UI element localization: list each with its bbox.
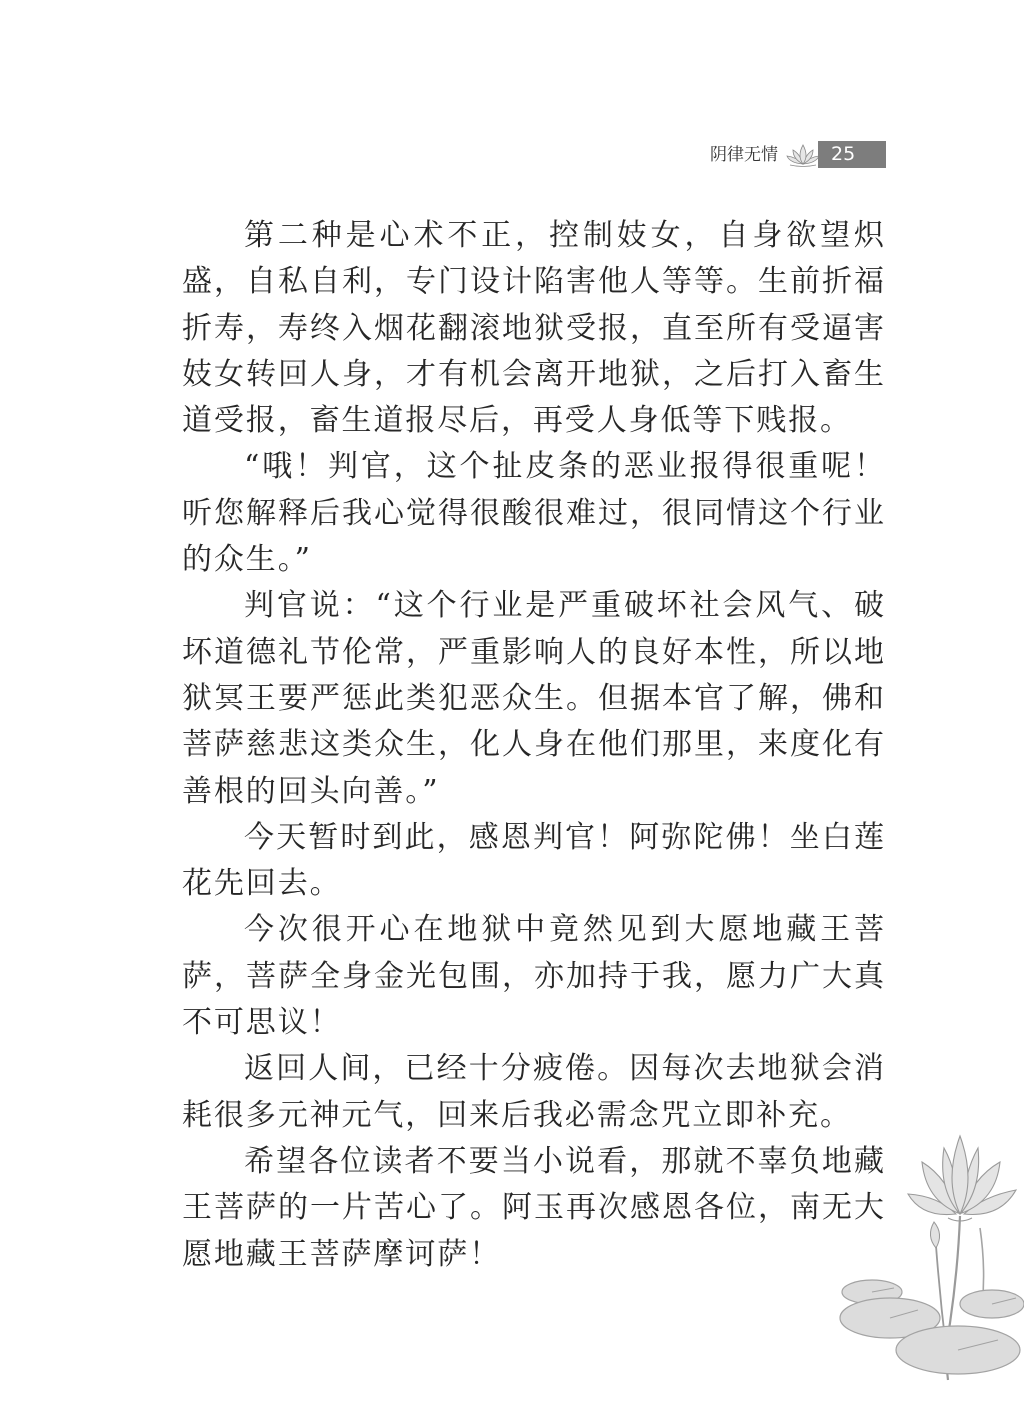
text-line: 花先回去。: [182, 866, 342, 902]
text-line: 道受报，畜生道报尽后，再受人身低等下贱报。: [182, 403, 852, 439]
text-line: 菩萨慈悲这类众生，化人身在他们那里，来度化有: [182, 727, 884, 763]
text-line: 今天暂时到此，感恩判官！阿弥陀佛！坐白莲: [244, 819, 884, 855]
text-line: 狱冥王要严惩此类犯恶众生。但据本官了解，佛和: [182, 680, 884, 716]
text-line: 王菩萨的一片苦心了。阿玉再次感恩各位，南无大: [182, 1190, 884, 1226]
text-line: 返回人间，已经十分疲倦。因每次去地狱会消: [244, 1051, 884, 1087]
paragraph: [182, 1046, 884, 1139]
paragraph: [182, 444, 884, 583]
text-line: 的众生。”: [182, 542, 312, 578]
text-line: 坏道德礼节伦常，严重影响人的良好本性，所以地: [182, 634, 884, 670]
text-line: “哦！判官，这个扯皮条的恶业报得很重呢！: [244, 449, 884, 485]
text-line: 愿地藏王菩萨摩诃萨！: [182, 1236, 501, 1272]
text-line: 听您解释后我心觉得很酸很难过，很同情这个行业: [182, 495, 884, 531]
paragraph: [182, 907, 884, 1046]
text-line: 折寿，寿终入烟花翻滚地狱受报，直至所有受逼害: [182, 310, 884, 346]
text-line: 不可思议！: [182, 1005, 342, 1041]
body-text: [182, 213, 884, 1278]
text-line: 妓女转回人身，才有机会离开地狱，之后打入畜生: [182, 356, 884, 392]
text-line: 希望各位读者不要当小说看，那就不辜负地藏: [244, 1143, 884, 1179]
paragraph: [182, 583, 884, 814]
paragraph: [182, 1139, 884, 1278]
running-head-title: 阴律无情: [710, 145, 778, 165]
text-line: 第二种是心术不正，控制妓女，自身欲望炽: [244, 218, 884, 253]
lotus-pond-illustration: [830, 1118, 1024, 1400]
text-line: 萨，菩萨全身金光包围，亦加持于我，愿力广大真: [182, 958, 884, 994]
text-line: 耗很多元神元气，回来后我必需念咒立即补充。: [182, 1097, 852, 1133]
paragraph: [182, 815, 884, 908]
lotus-icon: [786, 142, 820, 168]
text-line: 善根的回头向善。”: [182, 773, 440, 809]
text-line: 盛，自私自利，专门设计陷害他人等等。生前折福: [182, 264, 884, 300]
page-number: 25: [818, 141, 886, 168]
text-line: 判官说：“这个行业是严重破坏社会风气、破: [244, 588, 884, 624]
text-line: 今次很开心在地狱中竟然见到大愿地藏王菩: [244, 912, 884, 948]
paragraph: [182, 213, 884, 444]
